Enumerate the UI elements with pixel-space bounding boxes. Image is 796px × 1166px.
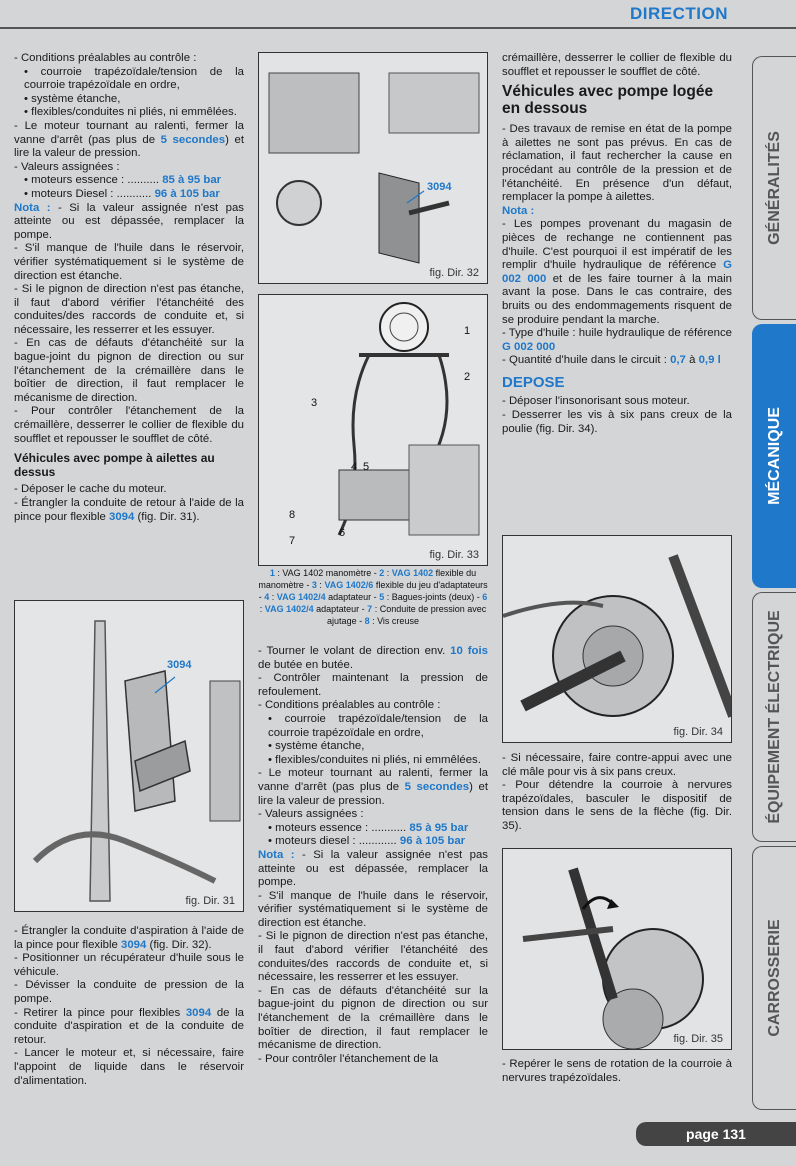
figure-label: fig. Dir. 31 — [185, 895, 235, 907]
text-line: - Si le pignon de direction n'est pas étanche, il faut d'abord vérifier l'étanchéité des conduites/des raccords de conduite et, si nécessaire, les resserrer et les essuyer. — [258, 930, 488, 984]
figure-label: fig. Dir. 34 — [673, 726, 723, 738]
column-3-middle — [502, 752, 732, 834]
tab-equipement-electrique[interactable] — [752, 592, 796, 842]
header-rule — [0, 27, 796, 29]
tensioner-illustration — [503, 849, 732, 1050]
page-number: page 131 — [636, 1122, 796, 1146]
text-line: - Pour détendre la courroie à nervures trapézoïdales, basculer le dispositif de tension dans le sens de la flèche (fig. Dir. 35). — [502, 779, 732, 832]
callout-3094: 3094 — [167, 659, 192, 671]
text-line: - Quantité d'huile dans le circuit : 0,7 à 0,9 l — [502, 354, 721, 367]
nota-label: Nota : — [502, 204, 535, 217]
figure-label: fig. Dir. 32 — [429, 267, 479, 279]
tab-label: CARROSSERIE — [765, 919, 783, 1037]
text-line: • flexibles/conduites ni pliés, ni emmêlées. — [24, 106, 237, 119]
text-line: - Retirer la pince pour flexibles 3094 de la conduite d'aspiration et de la conduite de retour. — [14, 1006, 244, 1046]
section-title: DIRECTION — [630, 4, 728, 23]
text-line: - S'il manque de l'huile dans le réservoir, vérifier systématiquement si le système de direction est étanche. — [258, 889, 488, 929]
figure-label: fig. Dir. 33 — [429, 549, 479, 561]
text-line: - Contrôler maintenant la pression de refoulement. — [258, 672, 488, 698]
tab-label: MÉCANIQUE — [765, 407, 783, 505]
text-line: Nota : - Si la valeur assignée n'est pas atteinte ou est dépassée, remplacer la pompe. — [14, 201, 245, 241]
text-line: - Repérer le sens de rotation de la courroie à nervures trapézoïdales. — [502, 1058, 732, 1084]
text-line: - Étrangler la conduite d'aspiration à l'aide de la pince pour flexible 3094 (fig. Dir. 32). — [14, 925, 244, 951]
text-line: - Les pompes provenant du magasin de pièces de rechange ne contiennent pas d'huile. C'est pourquoi il est impératif de les remplir d'huile hydraulique de référence G 002 000 et de les faire tourner à la main avant la pose. Dans le cas contraire, des bruits ou des endommagements risquent de se produire pendant la marche. — [502, 218, 732, 326]
callout-5: 5 — [363, 461, 370, 473]
callout-6: 6 — [339, 527, 346, 539]
text-line: - Pour contrôler l'étanchement de la — [258, 1052, 439, 1065]
section-heading: Véhicules avec pompe logée en dessous — [502, 83, 714, 118]
text-line: • moteurs Diesel : ........... 96 à 105 bar — [24, 187, 220, 200]
text-line: • moteurs essence : .......... 85 à 95 bar — [24, 174, 222, 187]
text-line: - Dévisser la conduite de pression de la pompe. — [14, 979, 244, 1005]
text-line: - Des travaux de remise en état de la pompe à ailettes ne sont pas prévus. En cas de réclamation, il faut rechercher la cause en procédant au contrôle de la pression et de l'étanchéité. En présence d'un défaut, remplacer la pompe à ailettes. — [502, 123, 732, 204]
hose-clamp-illustration — [15, 601, 244, 912]
tab-carrosserie[interactable] — [752, 846, 796, 1110]
text-line: - Pour contrôler l'étanchement de la crémaillère, desserrer le collier de flexible du soufflet et repousser le soufflet de côté. — [14, 405, 244, 445]
text-line: Nota : - Si la valeur assignée n'est pas atteinte ou est dépassée, remplacer la pompe. — [258, 848, 489, 889]
text-line: • système étanche, — [24, 92, 121, 105]
callout-4: 4 — [351, 461, 358, 473]
callout-1: 1 — [464, 325, 471, 337]
text-line: - Valeurs assignées : — [258, 808, 364, 821]
text-line: - Étrangler la conduite de retour à l'aide de la pince pour flexible 3094 (fig. Dir. 31). — [14, 497, 244, 523]
figure-dir-34 — [502, 535, 732, 743]
text-line: - Conditions préalables au contrôle : — [258, 699, 441, 712]
tab-label: GÉNÉRALITÉS — [765, 131, 783, 245]
callout-3094: 3094 — [427, 181, 452, 193]
text-line: • moteurs essence : ........... 85 à 95 bar — [268, 821, 469, 834]
column-2 — [258, 645, 488, 1066]
text-line: - En cas de défauts d'étanchéité sur la bague-joint du pignon de direction ou sur l'étanchement de la crémaillère dans le boîtier de direction, il faut remplacer le mécanisme de direction. — [258, 984, 488, 1052]
engine-clamp-illustration — [259, 53, 488, 284]
callout-3: 3 — [311, 397, 318, 409]
text-line: • flexibles/conduites ni pliés, ni emmêlées. — [268, 753, 481, 766]
section-heading-depose: DEPOSE — [502, 373, 565, 391]
column-1 — [14, 52, 244, 524]
text-line: - Positionner un récupérateur d'huile sous le véhicule. — [14, 952, 244, 978]
figure-dir-32 — [258, 52, 488, 284]
text-line: • courroie trapézoïdale/tension de la courroie trapézoïdale en ordre, — [268, 712, 488, 739]
callout-8: 8 — [289, 509, 296, 521]
text-line: - Déposer le cache du moteur. — [14, 483, 167, 496]
text-line: - En cas de défauts d'étanchéité sur la bague-joint du pignon de direction ou sur l'étanchement de la crémaillère dans le boîtier de direction, il faut remplacer le mécanisme de direction. — [14, 337, 244, 404]
figure-dir-31 — [14, 600, 244, 912]
column-1-bottom — [14, 925, 244, 1088]
figure-label: fig. Dir. 35 — [673, 1033, 723, 1045]
text-line: • système étanche, — [268, 740, 365, 753]
text-line: - S'il manque de l'huile dans le réservoir, vérifier systématiquement si le système de direction est étanche. — [14, 242, 244, 282]
column-3 — [502, 52, 732, 436]
tab-label: ÉQUIPEMENT ÉLECTRIQUE — [765, 610, 783, 824]
text-line: - Desserrer les vis à six pans creux de la poulie (fig. Dir. 34). — [502, 409, 732, 435]
text-line: - Lancer le moteur et, si nécessaire, faire l'appoint de liquide dans le réservoir d'alimentation. — [14, 1047, 244, 1087]
figure-33-caption: 1 : VAG 1402 manomètre - 2 : VAG 1402 flexible du manomètre - 3 : VAG 1402/6 flexible du jeu d'adaptateurs - 4 : VAG 1402/4 adaptateur - 5 : Bagues-joints (deux) - 6 : VAG 1402/4 adaptateur - 7 : Conduite de pression avec ajutage - 8 : Vis creuse — [258, 568, 488, 626]
tab-generalites[interactable] — [752, 56, 796, 320]
text-line: - Valeurs assignées : — [14, 160, 120, 173]
text-line: - Tourner le volant de direction env. 10 fois de butée en butée. — [258, 645, 488, 671]
text-line: - Le moteur tournant au ralenti, fermer la vanne d'arrêt (pas plus de 5 secondes) et lire la valeur de pression. — [258, 767, 488, 807]
text-line: - Si le pignon de direction n'est pas étanche, il faut d'abord vérifier l'étanchéité des conduites/des raccords de conduite et, si nécessaire, les resserrer et les essuyer. — [14, 283, 244, 336]
figure-dir-33 — [258, 294, 488, 566]
text-line: - Conditions préalables au contrôle : — [14, 52, 197, 64]
text-line: - Le moteur tournant au ralenti, fermer la vanne d'arrêt (pas plus de 5 secondes) et lire la valeur de pression. — [14, 119, 244, 160]
manometer-setup-illustration — [259, 295, 488, 566]
text-line: crémaillère, desserrer le collier de flexible du soufflet et repousser le soufflet de côté. — [502, 52, 732, 78]
text-line: - Déposer l'insonorisant sous moteur. — [502, 395, 690, 408]
tab-mecanique[interactable] — [752, 324, 796, 588]
text-line: • moteurs diesel : ............ 96 à 105 bar — [268, 835, 466, 848]
subheading: Véhicules avec pompe à ailettes au dessus — [14, 451, 215, 479]
text-line: - Si nécessaire, faire contre-appui avec une clé mâle pour vis à six pans creux. — [502, 752, 732, 778]
pulley-wrench-illustration — [503, 536, 732, 743]
text-line: • courroie trapézoïdale/tension de la courroie trapézoïdale en ordre, — [24, 65, 244, 92]
callout-7: 7 — [289, 535, 296, 547]
callout-2: 2 — [464, 371, 471, 383]
figure-dir-35 — [502, 848, 732, 1050]
column-3-bottom — [502, 1058, 732, 1085]
text-line: - Type d'huile : huile hydraulique de référence G 002 000 — [502, 327, 732, 353]
